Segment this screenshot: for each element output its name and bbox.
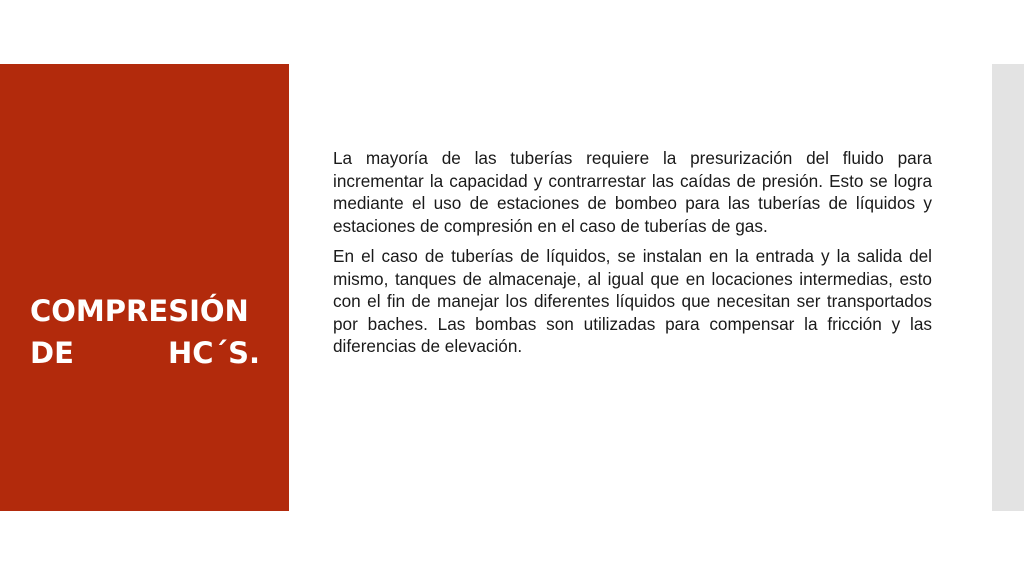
slide-title: COMPRESIÓN DE HC´S. [30, 294, 260, 370]
side-accent-bar [992, 64, 1024, 511]
slide-body [333, 147, 932, 366]
body-paragraph-2: En el caso de tuberías de líquidos, se instalan en la entrada y la salida del mismo, tanques de almacenaje, al igual que en locaciones intermedias, esto con el fin de manejar los diferentes líquidos que necesitan ser transportados por baches. Las bombas son utilizadas para compensar la fricción y las diferencias de elevación. [333, 246, 932, 356]
title-panel [0, 64, 289, 511]
body-paragraph-1: La mayoría de las tuberías requiere la presurización del fluido para incrementar la capacidad y contrarrestar las caídas de presión. Esto se logra mediante el uso de estaciones de bombeo para las tuberías de líquidos y estaciones de compresión en el caso de tuberías de gas. [333, 148, 932, 236]
